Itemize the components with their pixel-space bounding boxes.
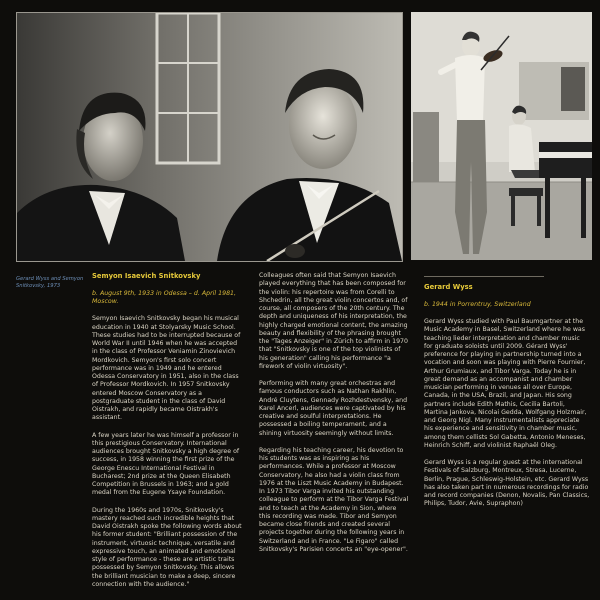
bio-paragraph: Gerard Wyss is a regular guest at the international Festivals of Salzburg, Montreux, Stresa, Lucerne, Berlin, Prague, Schleswig-Holstein, etc. Gerard Wyss has also taken part in numerous recordings for radio and record companies (Denon, Novalis, Pan Classics, Philips, Tudor, Avie, Supraphon) (424, 459, 590, 508)
caption-line: Gerard Wyss and Semyon (16, 276, 84, 282)
bio-paragraph: Regarding his teaching career, his devotion to his students was as inspiring as his performances. While a professor at Moscow Conservatory, he also had a violin class from 1976 at the Liszt Music Academy in Budapest. In 1973 Tibor Varga invited his outstanding colleague to perform at the Tibor Varga Festival and to teach at the Academy in Sion, where this recording was made. Tibor and Semyon became close friends and created several projects together during the following years in Switzerland and in France. "Le Figaro" called Snitkovsky's Parisien concerts an "eye-opener". (259, 446, 409, 553)
text-column-2 (259, 272, 409, 563)
wyss-name: Gerard Wyss (424, 283, 473, 291)
bio-paragraph: Gerard Wyss studied with Paul Baumgartner at the Music Academy in Basel, Switzerland where he was teaching lieder interpretation and chamber music for graduate soloists until 2009. Gérard Wyss' preference for playing in partnership turned into a vocation and soon was playing with Pierre Fournier, Arthur Grumiaux, and Tibor Varga. Today he is in great demand as an accompanist and chamber musician performing in venues all over Europe, Canada, in the USA, Brazil, and Japan. His song partners include Edith Mathis, Cecilia Bartoli, Martina Jankova, Nicolai Gedda, Wolfgang Holzmair, and Georg Nigl. Many instrumentalists appreciate his experience and sensitivity in chamber music, among them cellists Sol Gabetta, Antonio Meneses, Heinrich Schiff, and violinist Raphaël Oleg. (424, 318, 587, 449)
photo-caption (16, 276, 96, 290)
section-divider (424, 276, 544, 277)
snitkovsky-name: Semyon Isaevich Snitkovsky (92, 272, 201, 280)
snitkovsky-dates-line2: Moscow. (92, 298, 119, 306)
text-column-3 (424, 272, 590, 518)
bio-paragraph: Colleagues often said that Semyon Isaevich played everything that has been composed for the violin: his repertoire was from Corelli to Shchedrin, all the great violin concertos and, of course, all composers of the 20th century. The depth and uniqueness of his interpretation, the highly charged emotional content, the amazing beauty and flexibility of the phrasing brought the "Tages Anzeiger" in Zürich to affirm in 1970 that "Snitkovsky is one of the top violinists of his generation" calling his performance "a firework of violin virtuosity". (259, 272, 409, 370)
wyss-dates: b. 1944 in Porrentruy, Switzerland (424, 300, 531, 308)
text-column-1 (92, 272, 242, 598)
bio-paragraph: Semyon Isaevich Snitkovsky began his musical education in 1940 at Stolyarsky Music School. These studies had to be interrupted because of World War II until 1946 when he was accepted in the class of Professor Veniamin Zinovievich Mordkovich. Semyon's first solo concert performance was in 1949 and he entered Odessa Conservatory in 1951, also in the class of Professor Mordkovich. In 1957 Snitkovsky entered Moscow Conservatory as a postgraduate student in the class of David Oistrakh, and rapidly became Oistrakh's assistant. (92, 315, 241, 422)
bio-paragraph: Performing with many great orchestras and famous conductors such as Nathan Rakhlin, André Cluytens, Gennady Rozhdestvensky, and Karel Ancerl, audiences were captivated by his creative and soulful interpretations. He possessed a boiling temperament, and a shining virtuosity seemingly without limits. (259, 380, 408, 437)
snitkovsky-dates-line1: b. August 9th, 1933 in Odessa – d. April 1981, (92, 289, 237, 297)
snitkovsky-dates (92, 290, 242, 307)
photo-wyss-and-snitkovsky (16, 12, 403, 262)
bio-paragraph: During the 1960s and 1970s, Snitkovsky's mastery reached such incredible heights that David Oistrakh spoke the following words about his former student: "Brilliant possession of the instrument, virtuosic technique, versatile and expressive touch, an animated and emotional style of performance - these are artistic traits possessed by Semyon Snitkovsky. This allows the brilliant musician to make a deep, sincere connection with the audience." (92, 506, 242, 588)
caption-line: Snitkovsky, 1973 (16, 283, 61, 290)
photo-rehearsal (411, 12, 592, 260)
bio-paragraph: A few years later he was himself a professor in this prestigious Conservatory. International audiences brought Snitkovsky a high degree of success, in 1958 winning the first prize of the George Enescu International Festival in Bucharest; 2nd prize at the Queen Elisabeth Competition in Brussels in 1963; and a gold medal from the Eugene Ysaye Foundation. (92, 431, 240, 497)
